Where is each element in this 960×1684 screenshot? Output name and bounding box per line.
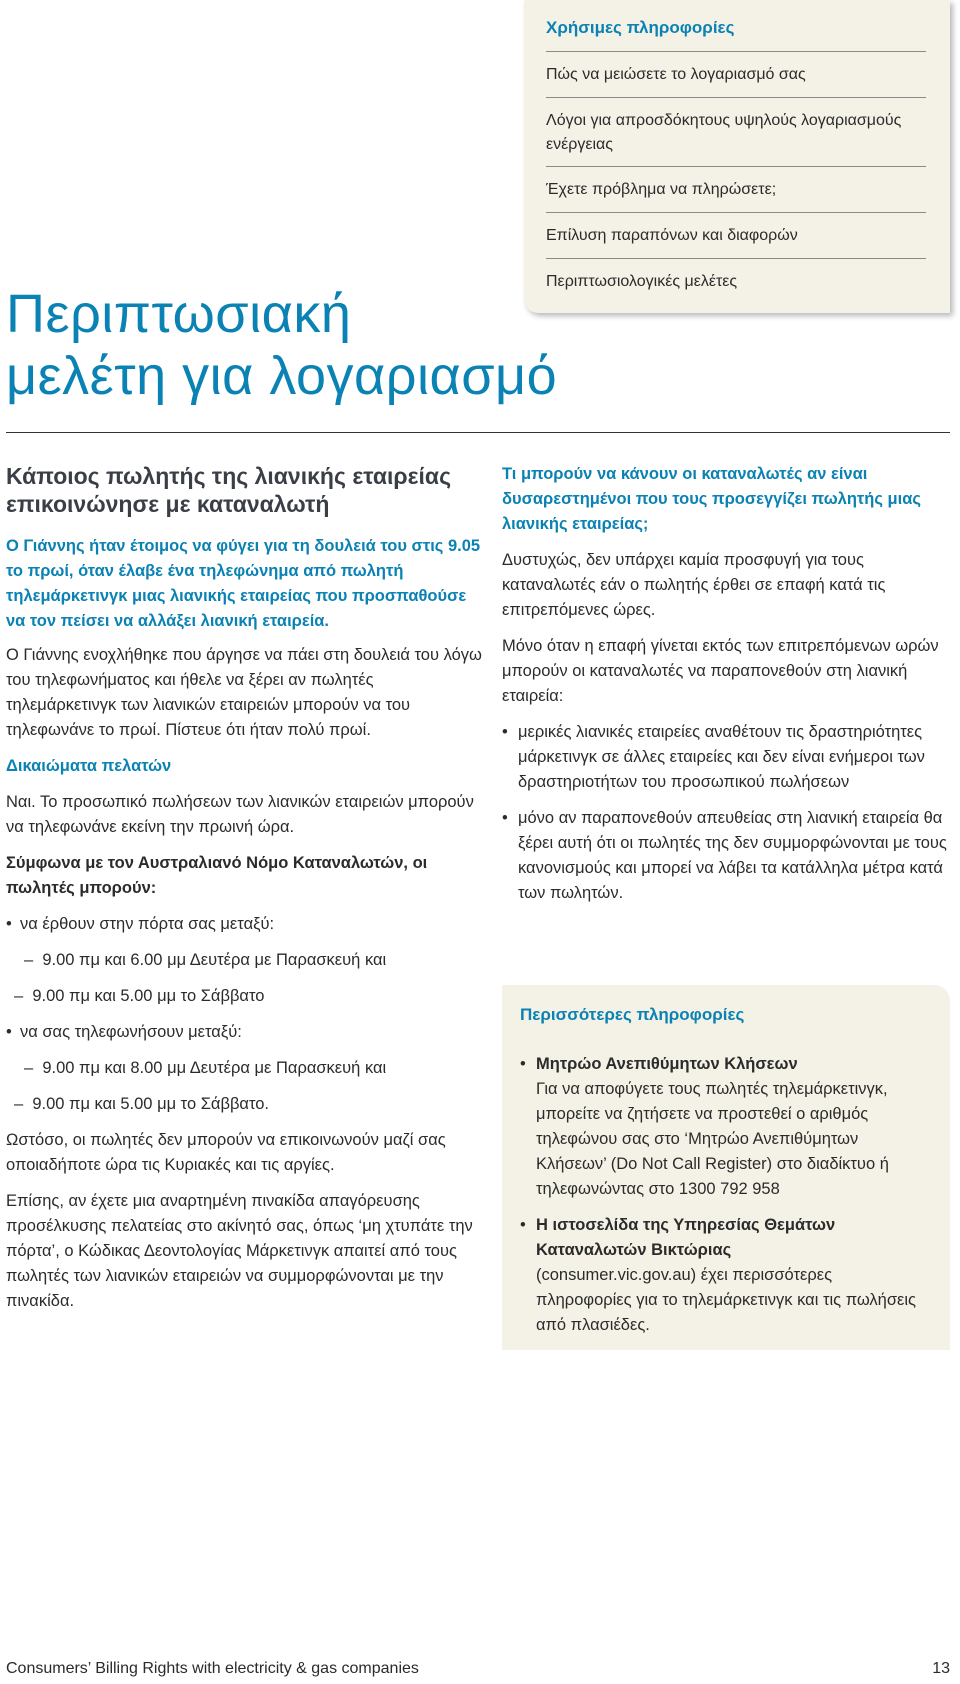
list-item — [6, 1020, 486, 1045]
list-item-text: μερικές λιανικές εταιρείες αναθέτουν τις δραστηριότητες μάρκετινγκ σε άλλες εταιρείες και δεν είναι ενήμεροι των δραστηριοτήτων του προσωπικού πωλήσεων — [518, 723, 925, 791]
do-not-call-register-heading: Μητρώο Ανεπιθύμητων Κλήσεων — [536, 1055, 798, 1073]
useful-info-link[interactable]: Έχετε πρόβλημα να πληρώσετε; — [546, 181, 777, 198]
paragraph: Ωστόσο, οι πωλητές δεν μπορούν να επικοινωνούν μαζί σας οποιαδήποτε ώρα τις Κυριακές και τις αργίες. — [6, 1131, 446, 1174]
useful-info-link[interactable]: Πώς να μειώσετε το λογαριασμό σας — [546, 66, 806, 83]
list-subitem-text: 9.00 πμ και 5.00 μμ το Σάββατο. — [32, 1095, 270, 1113]
customer-rights-heading: Δικαιώματα πελατών — [6, 757, 172, 775]
divider — [546, 166, 926, 167]
divider — [546, 97, 926, 98]
bullet-icon: • — [6, 915, 12, 933]
right-column — [502, 462, 950, 906]
dash-icon: – — [14, 987, 33, 1005]
more-info-title: Περισσότερες πληροφορίες — [520, 1005, 745, 1024]
useful-info-link[interactable]: Λόγοι για απροσδόκητους υψηλούς λογαριασμούς ενέργειας — [546, 112, 902, 153]
footer-title: Consumers’ Billing Rights with electricity & gas companies — [6, 1660, 419, 1677]
consumer-affairs-text: (consumer.vic.gov.au) έχει περισσότερες πληροφορίες για το τηλεμάρκετινγκ και τις πωλήσεις από πλασιέδες. — [536, 1266, 916, 1334]
paragraph: Δυστυχώς, δεν υπάρχει καμία προσφυγή για τους καταναλωτές εάν ο πωλητής έρθει σε επαφή κατά τις επιτρεπόμενες ώρες. — [502, 551, 886, 619]
list-subitem-text: 9.00 πμ και 5.00 μμ το Σάββατο — [32, 987, 265, 1005]
bullet-icon: • — [520, 1055, 526, 1073]
page-title-line-2: μελέτη για λογαριασμό — [6, 346, 558, 406]
useful-info-box — [524, 0, 950, 313]
useful-info-link[interactable]: Περιπτωσιολογικές μελέτες — [546, 273, 738, 290]
divider — [546, 258, 926, 259]
page-title — [6, 283, 557, 407]
paragraph: Μόνο όταν η επαφή γίνεται εκτός των επιτρεπόμενων ωρών μπορούν οι καταναλωτές να παραπονεθούν στη λιανική εταιρεία: — [502, 637, 939, 705]
do-not-call-register-text: Για να αποφύγετε τους πωλητές τηλεμάρκετινγκ, μπορείτε να ζητήσετε να προστεθεί ο αριθμός τηλεφώνου σας στο ‘Μητρώο Ανεπιθύμητων Κλήσεων’ (Do Not Call Register) στο διαδίκτυο ή τηλεφωνώντας στο 1300 792 958 — [536, 1080, 889, 1198]
page-number: 13 — [932, 1660, 950, 1677]
list-subitem-text: 9.00 πμ και 8.00 μμ Δευτέρα με Παρασκευή και — [42, 1059, 387, 1077]
list-subitem — [6, 1056, 486, 1081]
dash-icon: – — [14, 1095, 33, 1113]
page-title-line-1: Περιπτωσιακή — [6, 284, 352, 344]
list-item-text: να έρθουν στην πόρτα σας μεταξύ: — [20, 915, 275, 933]
consumer-options-heading: Τι μπορούν να κάνουν οι καταναλωτές αν είναι δυσαρεστημένοι που τους προσεγγίζει πωλητής μιας λιανικής εταιρείας; — [502, 465, 921, 533]
left-column — [6, 462, 486, 1314]
paragraph: Ναι. Το προσωπικό πωλήσεων των λιανικών εταιρειών μπορούν να τηλεφωνάνε εκείνη την πρωινή ώρα. — [6, 793, 474, 836]
useful-info-link[interactable]: Επίλυση παραπόνων και διαφορών — [546, 227, 798, 244]
list-item — [520, 1052, 930, 1202]
bullet-icon: • — [520, 1216, 526, 1234]
more-info-list — [520, 1052, 930, 1338]
law-heading: Σύμφωνα με τον Αυστραλιανό Νόμο Καταναλωτών, οι πωλητές μπορούν: — [6, 854, 428, 897]
divider — [6, 432, 950, 433]
list-item — [6, 912, 486, 937]
bullet-icon: • — [502, 723, 508, 741]
paragraph: Ο Γιάννης ενοχλήθηκε που άργησε να πάει στη δουλειά του λόγω του τηλεφωνήματος και ήθελε να ξέρει αν πωλητές τηλεμάρκετινγκ των λιανικών εταιρειών μπορούν να του τηλεφωνάνε το πρωί. Πίστευε ότι ήταν πολύ πρωί. — [6, 646, 482, 739]
list-subitem-text: 9.00 πμ και 6.00 μμ Δευτέρα με Παρασκευή και — [42, 951, 387, 969]
list-subitem — [6, 1092, 486, 1117]
divider — [546, 212, 926, 213]
case-heading: Κάποιος πωλητής της λιανικής εταιρείας επικοινώνησε με καταναλωτή — [6, 463, 452, 517]
case-lead: Ο Γιάννης ήταν έτοιμος να φύγει για τη δουλειά του στις 9.05 το πρωί, όταν έλαβε ένα τηλεφώνημα από πωλητή τηλεμάρκετινγκ μιας λιανικής εταιρείας που προσπαθούσε να τον πείσει να αλλάξει λιανική εταιρεία. — [6, 537, 481, 630]
consumer-affairs-heading: Η ιστοσελίδα της Υπηρεσίας Θεμάτων Καταναλωτών Βικτώριας — [536, 1216, 836, 1259]
paragraph: Επίσης, αν έχετε μια αναρτημένη πινακίδα απαγόρευσης προσέλκυσης πελατείας στο ακίνητό σας, όπως ‘μη χτυπάτε την πόρτα’, ο Κώδικας Δεοντολογίας Μάρκετινγκ απαιτεί από τους πωλητές των λιανικών εταιρειών να συμμορφώνονται με την πινακίδα. — [6, 1192, 473, 1310]
bullet-icon: • — [502, 809, 508, 827]
list-item-text: να σας τηλεφωνήσουν μεταξύ: — [20, 1023, 242, 1041]
list-item — [520, 1213, 930, 1338]
list-subitem — [6, 984, 486, 1009]
list-subitem — [6, 948, 486, 973]
more-info-box — [502, 985, 950, 1350]
list-item-text: μόνο αν παραπονεθούν απευθείας στη λιανική εταιρεία θα ξέρει αυτή ότι οι πωλητές της δεν συμμορφώνονται με τους κανονισμούς και μπορεί να λάβει τα κατάλληλα μέτρα κατά των πωλητών. — [518, 809, 947, 902]
dash-icon: – — [24, 951, 43, 969]
list-item — [502, 806, 950, 906]
list-item — [502, 720, 950, 795]
useful-info-title: Χρήσιμες πληροφορίες — [546, 18, 735, 37]
divider — [546, 51, 926, 52]
bullet-icon: • — [6, 1023, 12, 1041]
dash-icon: – — [24, 1059, 43, 1077]
